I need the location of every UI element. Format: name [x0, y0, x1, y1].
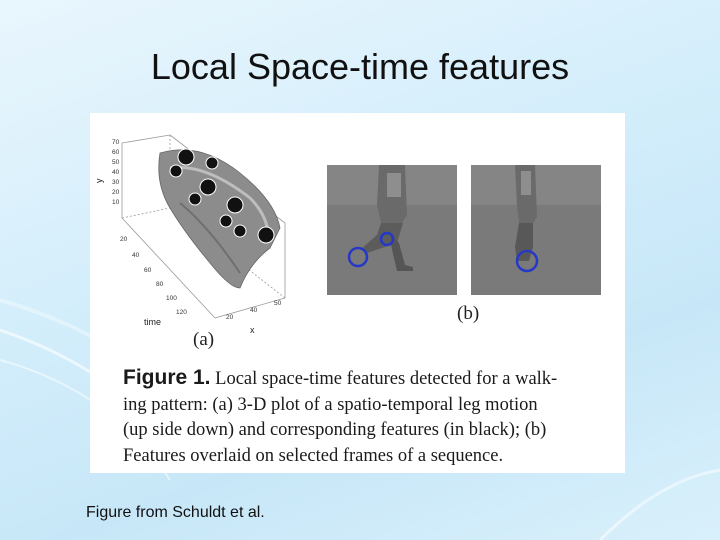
time-tick: 60: [144, 267, 152, 274]
caption-line: ing pattern: (a) 3-D plot of a spatio-temporal leg motion: [123, 394, 538, 415]
x-tick: 50: [274, 300, 282, 307]
caption-line: [123, 365, 623, 393]
x-tick: 20: [226, 314, 234, 321]
caption-text: Local space-time features detected for a walk-: [210, 369, 558, 389]
panel-a-label: (a): [193, 329, 215, 350]
figure-credit: Figure from Schuldt et al.: [86, 504, 265, 521]
slide-title: Local Space-time features: [150, 46, 570, 87]
caption-line: Features overlaid on selected frames of a sequence.: [123, 445, 504, 466]
y-tick: 50: [112, 159, 120, 166]
space-time-3d-plot: [90, 113, 325, 353]
caption-figure-label: Figure 1.: [123, 366, 211, 389]
y-tick: 60: [112, 149, 120, 156]
x-axis-label: x: [250, 325, 255, 335]
time-tick: 80: [156, 281, 164, 288]
time-tick: 40: [132, 252, 140, 259]
time-tick: 120: [176, 309, 187, 316]
video-frame-2: [471, 165, 601, 295]
video-frame-1: [327, 165, 457, 295]
time-axis-label: time: [144, 317, 162, 327]
time-tick: 20: [120, 236, 128, 243]
caption-line: (up side down) and corresponding features (in black); (b): [123, 420, 547, 440]
y-tick: 20: [112, 189, 120, 196]
y-tick: 30: [112, 179, 120, 186]
y-tick: 70: [112, 139, 120, 146]
y-axis-label: y: [94, 178, 104, 183]
x-tick: 40: [250, 307, 258, 314]
figure-image: [90, 113, 625, 473]
y-tick: 40: [112, 169, 120, 176]
y-tick: 10: [112, 199, 120, 206]
time-tick: 100: [166, 295, 177, 302]
panel-b-label: (b): [457, 303, 480, 324]
figure-caption: [123, 365, 623, 469]
